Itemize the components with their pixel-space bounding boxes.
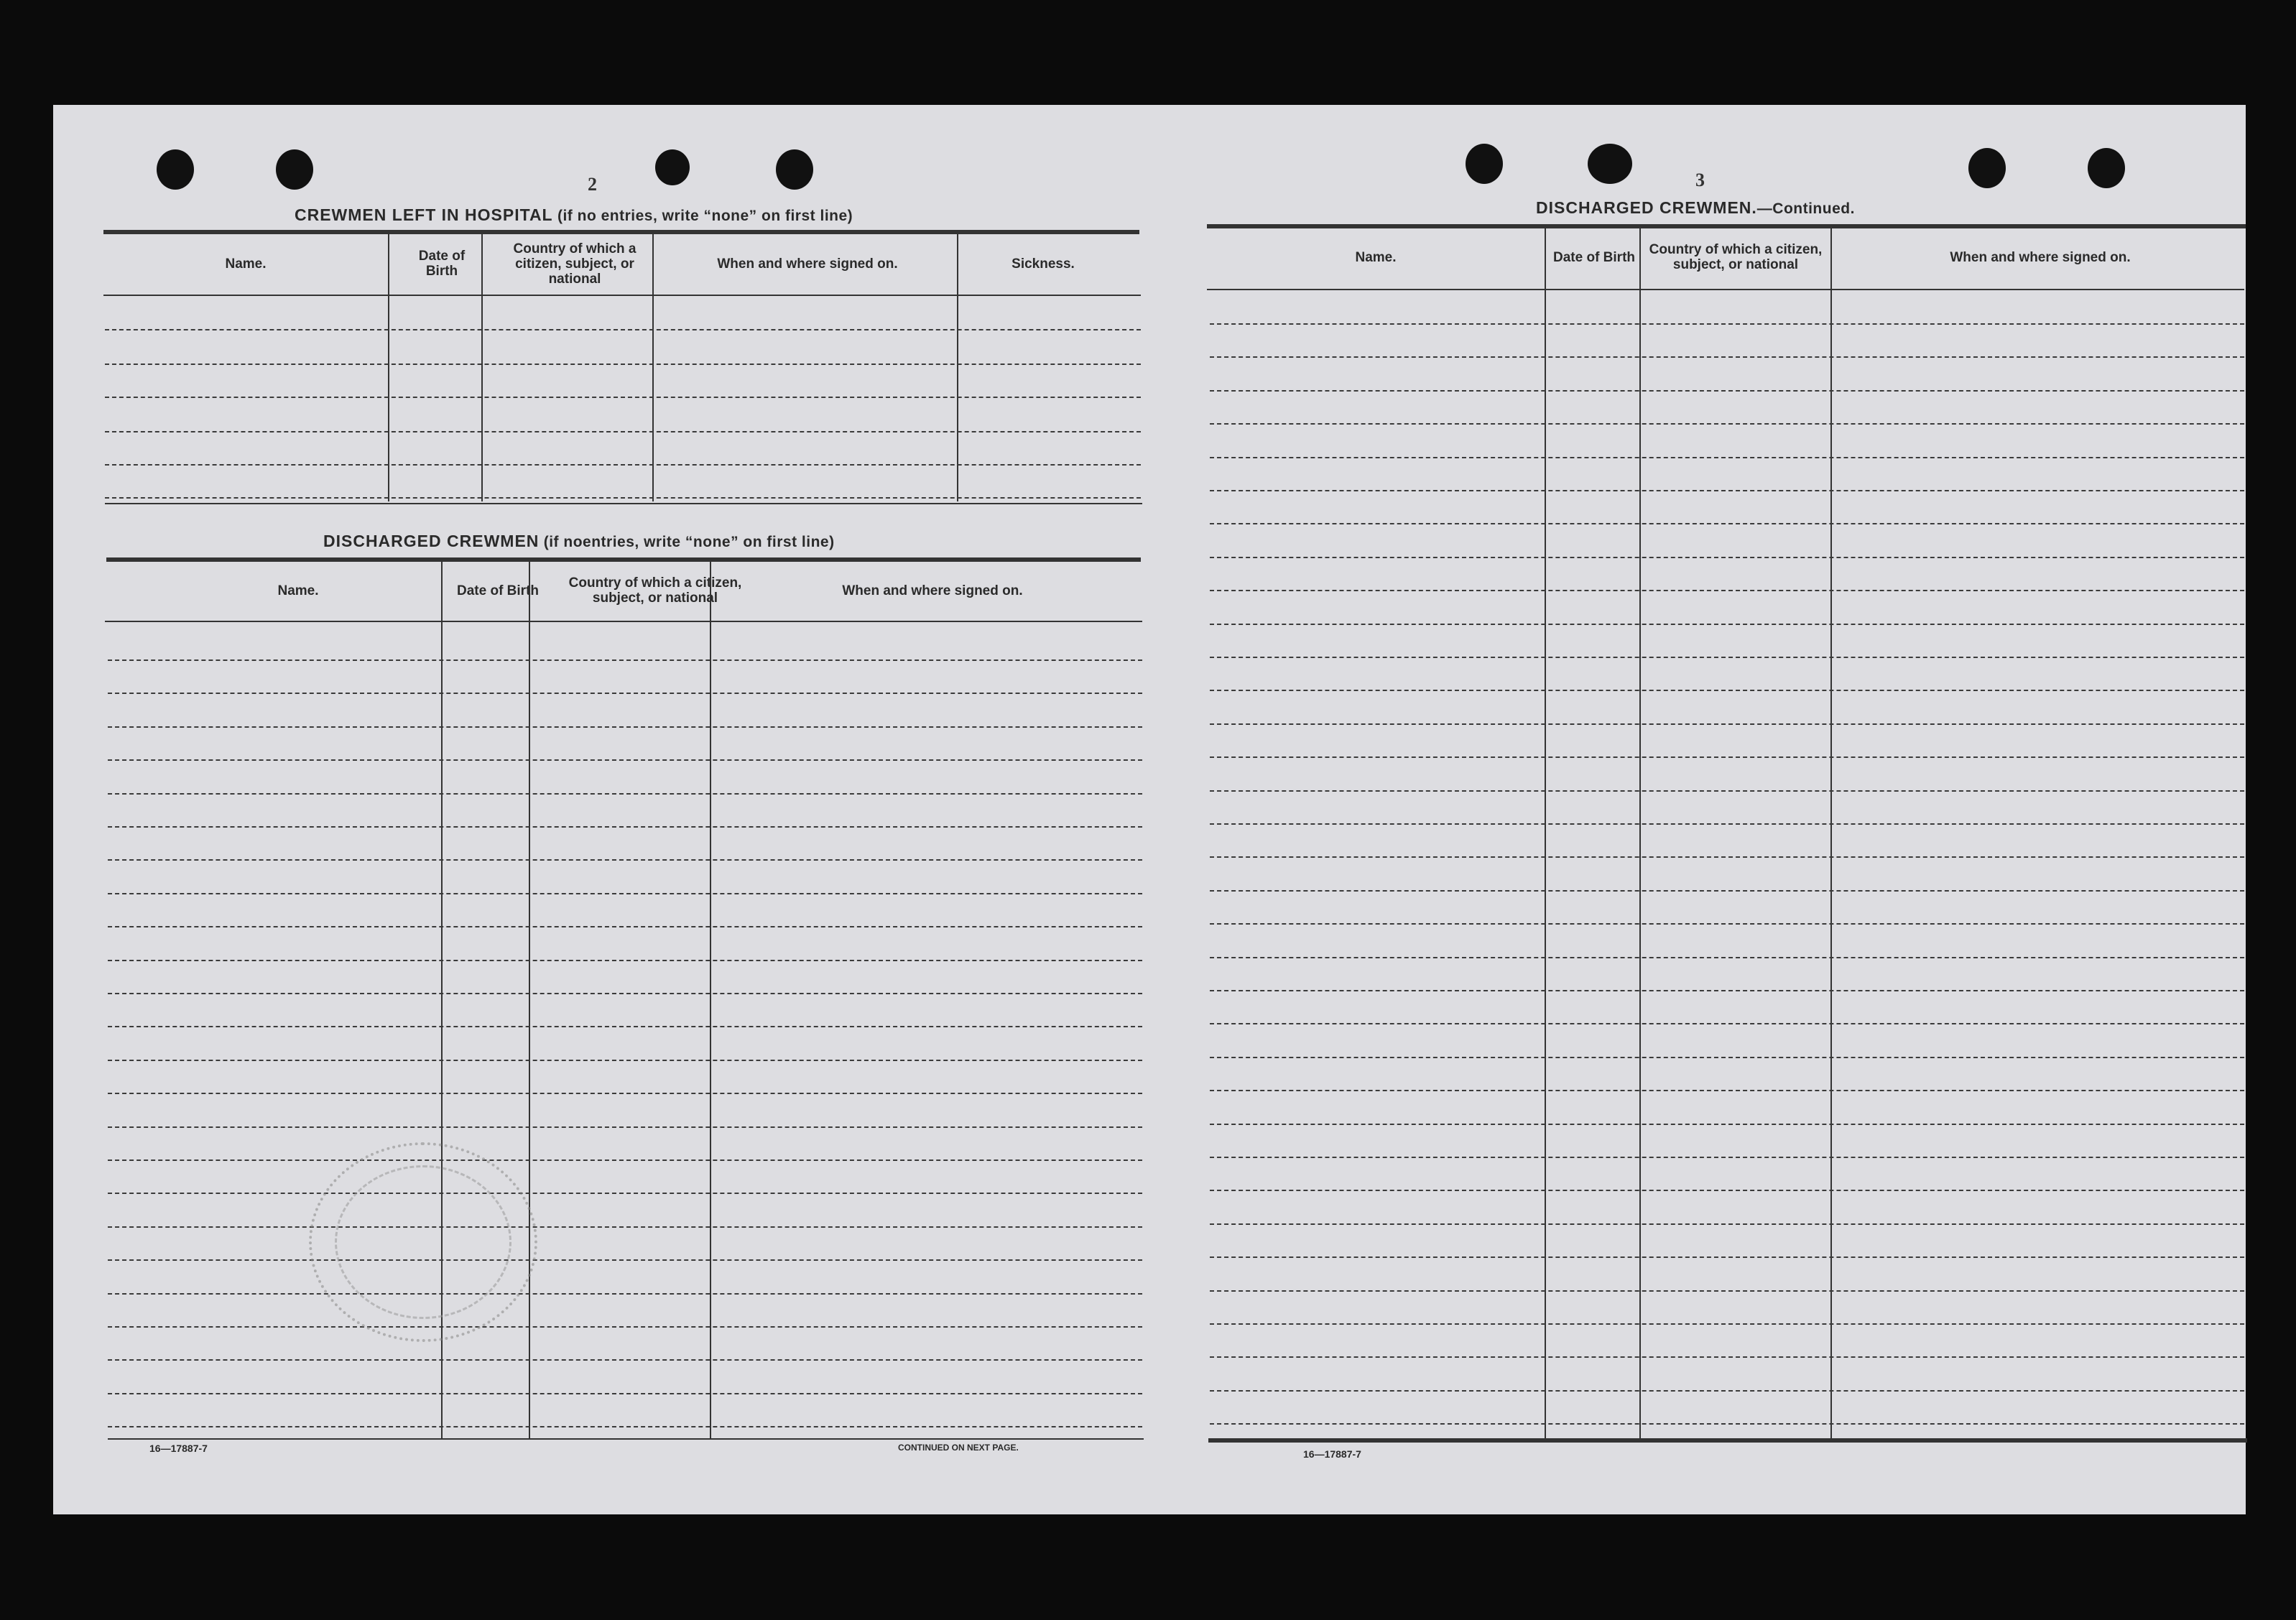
entry-line bbox=[1210, 390, 2244, 392]
col-header-signed-on: When and where signed on. bbox=[717, 256, 898, 272]
entry-line bbox=[1210, 890, 2244, 892]
entry-line bbox=[108, 1393, 1142, 1394]
form-number: 16—17887-7 bbox=[1303, 1448, 1361, 1460]
entry-line bbox=[1210, 1057, 2244, 1058]
entry-line bbox=[108, 726, 1142, 728]
page-number: 2 bbox=[588, 174, 597, 195]
table-top-rule bbox=[106, 557, 1141, 562]
entry-line bbox=[108, 1060, 1142, 1061]
entry-line bbox=[1210, 1256, 2244, 1258]
entry-line bbox=[1210, 957, 2244, 958]
col-header-date-of-birth: Date of Birth bbox=[457, 583, 539, 598]
entry-line bbox=[108, 1093, 1142, 1094]
entry-line bbox=[105, 464, 1141, 466]
column-divider bbox=[957, 234, 958, 501]
section-bottom-rule bbox=[1208, 1438, 2247, 1443]
entry-line bbox=[108, 659, 1142, 661]
entry-line bbox=[1210, 1356, 2244, 1358]
entry-line bbox=[1210, 590, 2244, 591]
header-bottom-rule bbox=[103, 295, 1141, 296]
entry-line bbox=[1210, 557, 2244, 558]
form-number: 16—17887-7 bbox=[149, 1443, 208, 1454]
entry-line bbox=[1210, 723, 2244, 725]
entry-line bbox=[108, 1226, 1142, 1228]
rubber-stamp bbox=[309, 1142, 537, 1342]
entry-line bbox=[108, 793, 1142, 795]
col-header-date-of-birth: Date of Birth bbox=[1553, 249, 1635, 265]
entry-line bbox=[1210, 356, 2244, 358]
entry-line bbox=[1210, 523, 2244, 524]
entry-line bbox=[1210, 657, 2244, 658]
entry-line bbox=[105, 397, 1141, 398]
column-divider bbox=[481, 234, 483, 501]
entry-line bbox=[1210, 1190, 2244, 1191]
entry-line bbox=[1210, 1323, 2244, 1325]
entry-line bbox=[1210, 923, 2244, 925]
entry-line bbox=[1210, 1157, 2244, 1158]
entry-line bbox=[1210, 1124, 2244, 1125]
col-header-country: Country of which a citizen, subject, or national bbox=[513, 241, 637, 287]
entry-line bbox=[108, 926, 1142, 927]
col-header-name: Name. bbox=[225, 256, 267, 272]
document-sheet bbox=[53, 105, 2246, 1514]
entry-line bbox=[105, 497, 1141, 499]
col-header-name: Name. bbox=[277, 583, 319, 598]
entry-line bbox=[1210, 1223, 2244, 1225]
col-header-sickness: Sickness. bbox=[1012, 256, 1075, 272]
column-divider bbox=[652, 234, 654, 501]
entry-line bbox=[1210, 690, 2244, 691]
entry-line bbox=[108, 1359, 1142, 1361]
entry-line bbox=[108, 1326, 1142, 1328]
column-divider bbox=[388, 234, 389, 501]
left-page bbox=[53, 105, 1145, 1514]
col-header-country: Country of which a citizen, subject, or national bbox=[1649, 242, 1823, 272]
entry-line bbox=[1210, 1423, 2244, 1425]
col-header-name: Name. bbox=[1355, 249, 1397, 265]
entry-line bbox=[1210, 423, 2244, 425]
entry-line bbox=[108, 759, 1142, 761]
col-header-country: Country of which a citizen, subject, or national bbox=[568, 575, 742, 606]
entry-line bbox=[108, 1126, 1142, 1128]
entry-line bbox=[108, 993, 1142, 994]
entry-line bbox=[108, 859, 1142, 861]
rubber-stamp-inner-ring bbox=[335, 1165, 511, 1319]
entry-line bbox=[1210, 790, 2244, 792]
discharged-section-title: DISCHARGED CREWMEN (if noentries, write “none” on first line) bbox=[323, 532, 835, 550]
table-top-rule bbox=[103, 230, 1139, 234]
continued-note: CONTINUED ON NEXT PAGE. bbox=[898, 1443, 1019, 1453]
col-header-date-of-birth: Date of Birth bbox=[418, 249, 466, 279]
entry-line bbox=[1210, 1290, 2244, 1292]
entry-line bbox=[108, 1293, 1142, 1295]
entry-line bbox=[108, 960, 1142, 961]
entry-line bbox=[108, 826, 1142, 828]
entry-line bbox=[1210, 490, 2244, 491]
entry-line bbox=[108, 1026, 1142, 1027]
entry-line bbox=[1210, 823, 2244, 825]
entry-line bbox=[108, 1426, 1142, 1427]
entry-line bbox=[105, 431, 1141, 432]
hospital-section-title: CREWMEN LEFT IN HOSPITAL (if no entries, write “none” on first line) bbox=[295, 205, 853, 224]
entry-line bbox=[1210, 1390, 2244, 1392]
entry-line bbox=[1210, 756, 2244, 758]
entry-line bbox=[1210, 1090, 2244, 1091]
section-bottom-rule bbox=[105, 503, 1142, 504]
right-page bbox=[1145, 105, 2246, 1514]
discharged-continued-title: DISCHARGED CREWMEN.—Continued. bbox=[1536, 198, 1855, 217]
col-header-signed-on: When and where signed on. bbox=[842, 583, 1023, 598]
entry-line bbox=[1210, 990, 2244, 991]
entry-line bbox=[1210, 624, 2244, 625]
entry-line bbox=[1210, 1023, 2244, 1024]
header-bottom-rule bbox=[105, 621, 1142, 622]
entry-line bbox=[108, 1160, 1142, 1161]
entry-line bbox=[108, 693, 1142, 694]
entry-line bbox=[108, 893, 1142, 894]
table-top-rule bbox=[1207, 224, 2246, 228]
entry-line bbox=[105, 364, 1141, 365]
header-bottom-rule bbox=[1207, 289, 2244, 290]
entry-line bbox=[1210, 457, 2244, 458]
entry-line bbox=[108, 1193, 1142, 1194]
entry-line bbox=[1210, 323, 2244, 325]
page-number: 3 bbox=[1695, 170, 1705, 190]
col-header-signed-on: When and where signed on. bbox=[1950, 249, 2131, 265]
entry-line bbox=[105, 329, 1141, 330]
entry-line bbox=[1210, 856, 2244, 858]
entry-line bbox=[108, 1259, 1142, 1261]
section-bottom-rule bbox=[108, 1438, 1144, 1440]
